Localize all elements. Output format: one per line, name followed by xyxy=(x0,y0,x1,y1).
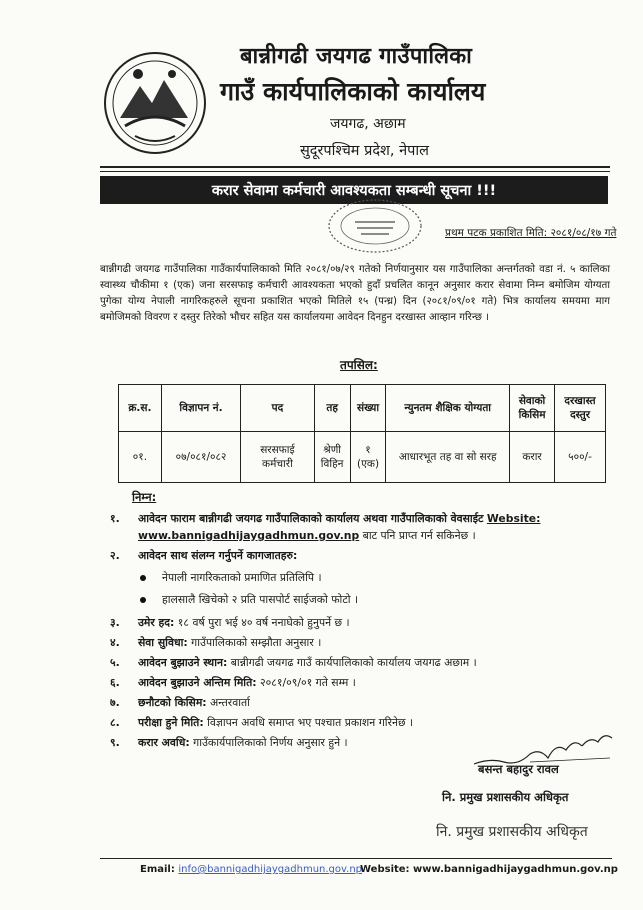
notes-list xyxy=(110,504,610,751)
address-line-2: सुदूरपश्चिम प्रदेश, नेपाल xyxy=(300,143,429,159)
header-divider-thin xyxy=(100,171,610,172)
col-header-count: संख्या xyxy=(350,385,386,432)
bullet-text: हालसालै खिचेको २ प्रति पासपोर्ट साईजको फोटो । xyxy=(162,593,359,606)
note-text: आवेदन साथ संलग्न गर्नुपर्ने कागजातहरु: xyxy=(138,549,298,562)
note-number: ६. xyxy=(110,676,120,689)
footer-email xyxy=(140,864,362,875)
bullet-icon xyxy=(140,575,146,581)
note-number: ८. xyxy=(110,716,120,729)
footer-website xyxy=(360,864,618,875)
note-label: सेवा सुविधा: xyxy=(138,636,188,649)
note-item xyxy=(110,694,610,711)
header-divider xyxy=(100,166,610,168)
office-seal-icon xyxy=(315,198,435,260)
email-link[interactable]: info@bannigadhijaygadhmun.gov.np xyxy=(178,864,363,875)
note-item xyxy=(110,547,610,564)
cell-ad-no: ०७/०८१/०८२ xyxy=(161,432,240,483)
website-link[interactable]: www.bannigadhijaygadhmun.gov.np xyxy=(138,529,360,542)
note-item xyxy=(110,614,610,631)
col-header-level: तह xyxy=(314,385,350,432)
org-name: बान्नीगढी जयगढ गाउँपालिका xyxy=(240,43,473,69)
designation-stamp: नि. प्रमुख प्रशासकीय अधिकृत xyxy=(436,824,588,840)
signatory-name: बसन्त बहादुर रावल xyxy=(478,762,559,776)
note-number: ९. xyxy=(110,736,120,749)
note-number: ३. xyxy=(110,616,120,629)
website-label: Website: xyxy=(486,512,541,525)
note-item xyxy=(110,674,610,691)
note-label: छनौटको किसिम: xyxy=(138,696,207,709)
col-header-post: पद xyxy=(241,385,315,432)
notes-heading: निम्न: xyxy=(132,490,157,504)
col-header-qualification: न्युनतम शैक्षिक योग्यता xyxy=(386,385,510,432)
note-number: ५. xyxy=(110,656,120,669)
bullet-item xyxy=(110,591,610,608)
col-header-ad-no: विज्ञापन नं. xyxy=(161,385,240,432)
cell-post: सरसफाई कर्मचारी xyxy=(241,432,315,483)
note-text: गाउँकार्यपालिकाको निर्णय अनुसार हुने । xyxy=(193,736,348,749)
note-text: विज्ञापन अवधि समाप्त भए पश्चात प्रकाशन गरिनेछ । xyxy=(207,716,414,729)
note-label: करार अवधि: xyxy=(138,736,190,749)
col-header-fee: दरखास्त दस्तुर xyxy=(555,385,606,432)
signatory-title: नि. प्रमुख प्रशासकीय अधिकृत xyxy=(442,790,569,804)
note-text: २०८१/०९/०१ गते सम्म । xyxy=(260,676,356,689)
intro-paragraph: बान्नीगढी जयगढ गाउँपालिका गाउँकार्यपालिकाको मिति २०८१/०७/२९ गतेको निर्णयानुसार यस गाउँपालिका अन्तर्गतको वडा नं. ५ कालिका स्वास्थ्य चौकीमा १ (एक) जना सरसफाइ कर्मचारी आवश्यकता भएको हुदाँ प्रचलित कानून अनुसार करार सेवामा निम्न बमोजिम योग्यता पुगेका योग्य नेपाली नागरिकहरुले सूचना प्रकाशित भएको मितिले १५ (पन्ध्र) दिन (२०८१/०९/०१ गते) भित्र कार्यालय समयमा माग बमोजिमको विवरण र दस्तुर तिरेको भौचर सहित यस कार्यालयमा आवेदन दिनहुन दरखास्त आव्हान गरिन्छ । xyxy=(100,264,610,323)
nepal-emblem-icon xyxy=(100,48,210,158)
vacancy-table xyxy=(118,384,606,483)
footer-divider xyxy=(100,858,612,859)
table-row xyxy=(119,432,606,483)
note-number: ७. xyxy=(110,696,120,709)
note-text-tail: बाट पनि प्राप्त गर्न सकिनेछ । xyxy=(362,529,476,542)
note-text: बान्नीगढी जयगढ गाउँ कार्यपालिकाको कार्यालय जयगढ अछाम । xyxy=(230,656,477,669)
address-line-1: जयगढ, अछाम xyxy=(330,116,406,132)
note-number: १. xyxy=(110,512,120,525)
note-label: परीक्षा हुने मिति: xyxy=(138,716,204,729)
col-header-sn: क्र.स. xyxy=(119,385,162,432)
note-item xyxy=(110,654,610,671)
note-item xyxy=(110,510,610,544)
details-heading: तपसिल: xyxy=(340,358,378,372)
note-text: १८ वर्ष पुरा भई ४० वर्ष ननाघेको हुनुपर्ने छ । xyxy=(177,616,350,629)
cell-qualification: आधारभूत तह वा सो सरह xyxy=(386,432,510,483)
note-label: आवेदन बुझाउने अन्तिम मिति: xyxy=(138,676,257,689)
note-text: गाउँपालिकाको सम्झौता अनुसार । xyxy=(191,636,322,649)
note-text: अन्तरवार्ता xyxy=(210,696,250,709)
bullet-item xyxy=(110,569,610,586)
website-footer-link[interactable]: www.bannigadhijaygadhmun.gov.np xyxy=(413,864,618,875)
website-footer-label: Website: xyxy=(360,864,410,875)
bullet-icon xyxy=(140,597,146,603)
note-label: उमेर हद: xyxy=(138,616,175,629)
office-name: गाउँ कार्यपालिकाको कार्यालय xyxy=(220,77,486,106)
note-number: २. xyxy=(110,549,120,562)
note-label: आवेदन बुझाउने स्थान: xyxy=(138,656,228,669)
cell-count: १ (एक) xyxy=(350,432,386,483)
note-number: ४. xyxy=(110,636,120,649)
note-text: आवेदन फाराम बान्नीगढी जयगढ गाउँपालिकाको कार्यालय अथवा गाउँपालिकाको वेवसाईट xyxy=(138,512,484,525)
cell-level: श्रेणी विहिन xyxy=(314,432,350,483)
bullet-text: नेपाली नागरिकताको प्रमाणित प्रतिलिपि । xyxy=(162,571,322,584)
notice-title: करार सेवामा कर्मचारी आवश्यकता सम्बन्धी सूचना !!! xyxy=(211,183,497,199)
table-header-row xyxy=(119,385,606,432)
cell-sn: ०१. xyxy=(119,432,162,483)
publication-date: प्रथम पटक प्रकाशित मिति: २०८१/०८/१७ गते xyxy=(445,227,617,239)
col-header-service-type: सेवाको किसिम xyxy=(510,385,555,432)
note-item xyxy=(110,634,610,651)
cell-fee: ५००/- xyxy=(555,432,606,483)
email-label: Email: xyxy=(140,864,175,875)
cell-service-type: करार xyxy=(510,432,555,483)
